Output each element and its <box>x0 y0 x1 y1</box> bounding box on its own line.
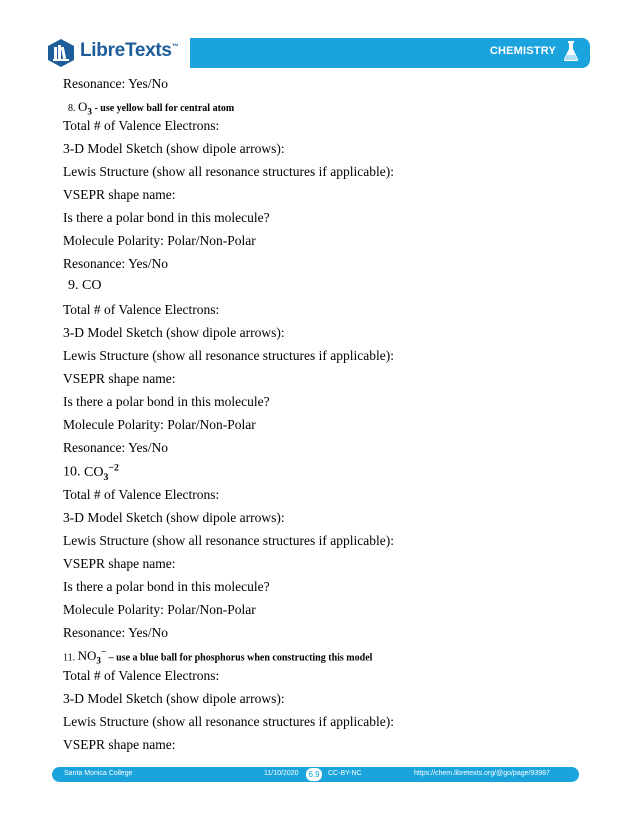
page-header <box>40 34 590 70</box>
logo-text: LibreTexts™ <box>80 40 179 61</box>
resonance-line: Resonance: Yes/No <box>63 256 168 271</box>
page-number-badge: 6.9 <box>306 768 322 781</box>
valence-electrons-line: Total # of Valence Electrons: <box>63 302 220 317</box>
footer-url-link[interactable]: https://chem.libretexts.org/@go/page/93987 <box>414 770 550 777</box>
molecule-polarity-line: Molecule Polarity: Polar/Non-Polar <box>63 417 256 432</box>
molecule-polarity-line: Molecule Polarity: Polar/Non-Polar <box>63 233 256 248</box>
lewis-structure-line: Lewis Structure (show all resonance structures if applicable): <box>63 714 395 729</box>
valence-electrons-line: Total # of Valence Electrons: <box>63 668 220 683</box>
resonance-line: Resonance: Yes/No <box>63 440 168 455</box>
polar-bond-line: Is there a polar bond in this molecule? <box>63 210 270 225</box>
polar-bond-line: Is there a polar bond in this molecule? <box>63 579 270 594</box>
vsepr-shape-line: VSEPR shape name: <box>63 737 176 752</box>
question-9-heading: 9. CO <box>68 278 102 293</box>
libretexts-logo-icon <box>46 38 76 68</box>
lewis-structure-line: Lewis Structure (show all resonance structures if applicable): <box>63 533 395 548</box>
polar-bond-line: Is there a polar bond in this molecule? <box>63 394 270 409</box>
valence-electrons-line: Total # of Valence Electrons: <box>63 118 220 133</box>
model-sketch-line: 3-D Model Sketch (show dipole arrows): <box>63 691 285 706</box>
model-sketch-line: 3-D Model Sketch (show dipole arrows): <box>63 141 285 156</box>
footer-date: 11/10/2020 <box>264 770 299 777</box>
question-10-heading: 10. $CO_3^{-2}$ <box>63 462 119 483</box>
resonance-line: Resonance: Yes/No <box>63 76 168 91</box>
vsepr-shape-line: VSEPR shape name: <box>63 371 176 386</box>
model-sketch-line: 3-D Model Sketch (show dipole arrows): <box>63 325 285 340</box>
libretexts-logo[interactable] <box>40 34 190 70</box>
subject-label: CHEMISTRY <box>489 45 556 57</box>
flask-icon <box>562 40 580 62</box>
question-8-heading: 8. $O_3$ - use yellow ball for central atom <box>68 99 235 117</box>
vsepr-shape-line: VSEPR shape name: <box>63 187 176 202</box>
lewis-structure-line: Lewis Structure (show all resonance structures if applicable): <box>63 164 395 179</box>
vsepr-shape-line: VSEPR shape name: <box>63 556 176 571</box>
molecule-polarity-line: Molecule Polarity: Polar/Non-Polar <box>63 602 256 617</box>
resonance-line: Resonance: Yes/No <box>63 625 168 640</box>
question-11-heading: 11. $NO_3^-$ – use a blue ball for phosphorus when constructing this model <box>63 647 373 666</box>
valence-electrons-line: Total # of Valence Electrons: <box>63 487 220 502</box>
footer-license[interactable]: CC-BY-NC <box>328 770 362 777</box>
footer-college: Santa Monica College <box>64 770 133 777</box>
model-sketch-line: 3-D Model Sketch (show dipole arrows): <box>63 510 285 525</box>
page-footer <box>52 767 579 782</box>
lewis-structure-line: Lewis Structure (show all resonance structures if applicable): <box>63 348 395 363</box>
